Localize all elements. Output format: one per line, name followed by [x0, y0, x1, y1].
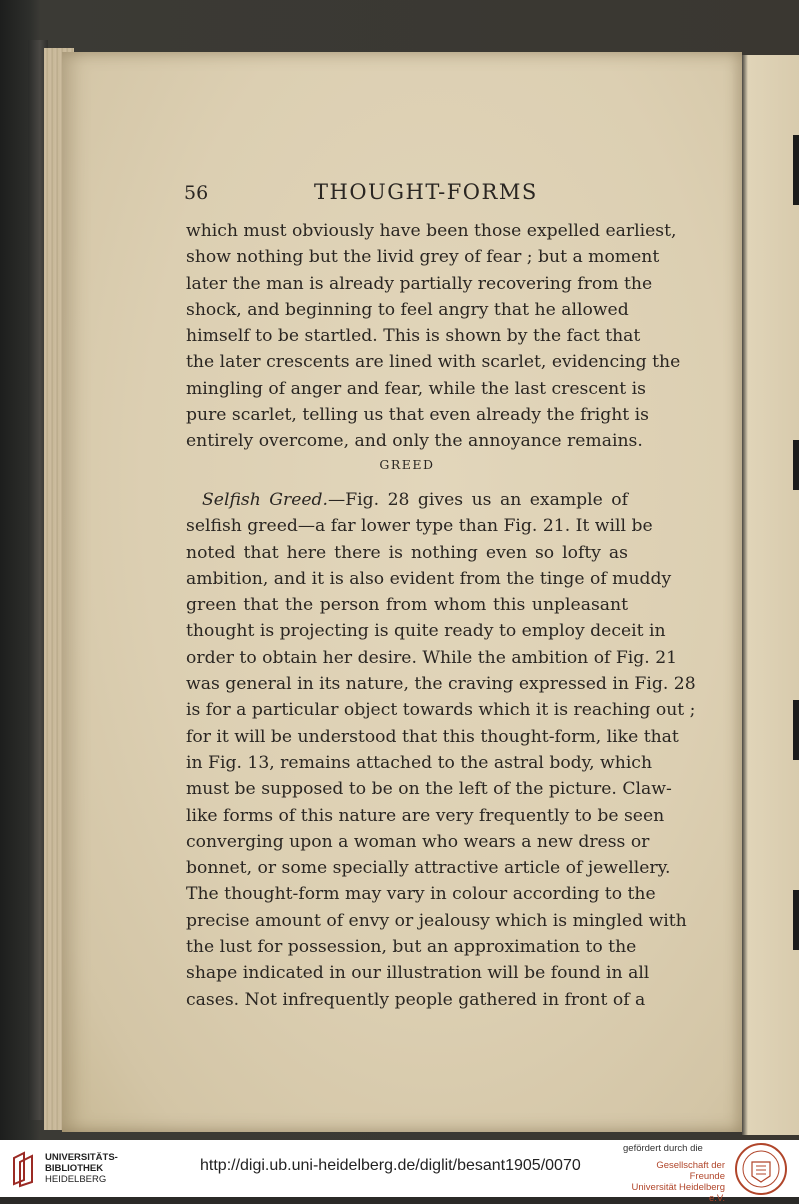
- text-line: shape indicated in our illustration will be found in all: [186, 963, 650, 984]
- text-line: was general in its nature, the craving expressed in Fig. 28: [186, 674, 696, 695]
- paragraph-greed: [186, 487, 696, 1013]
- text-line: order to obtain her desire. While the ambition of Fig. 21: [186, 647, 678, 668]
- university-seal-icon: [734, 1142, 788, 1196]
- text-line: ambition, and it is also evident from the tinge of muddy: [186, 568, 672, 589]
- text-line: pure scarlet, telling us that even already the fright is: [186, 405, 649, 426]
- text-line: which must obviously have been those expelled earliest,: [186, 221, 677, 241]
- running-title: THOUGHT-FORMS: [314, 180, 538, 204]
- sponsor-name-line: Universität Heidelberg e.V.: [631, 1182, 725, 1204]
- text-run: —Fig. 28 gives us an example of: [328, 490, 628, 510]
- facing-page-mark: [793, 135, 799, 205]
- text-line: the lust for possession, but an approximation to the: [186, 937, 637, 958]
- facing-page-mark: [793, 890, 799, 950]
- text-line: later the man is already partially recovering from the: [186, 273, 653, 294]
- text-line: bonnet, or some specially attractive article of jewellery.: [186, 858, 671, 879]
- library-name-line: HEIDELBERG: [45, 1174, 107, 1185]
- text-line-first: [186, 487, 628, 513]
- text-line: thought is projecting is quite ready to employ deceit in: [186, 621, 666, 642]
- text-line: precise amount of envy or jealousy which is mingled with: [186, 910, 687, 931]
- viewer-footer: [0, 1140, 799, 1204]
- text-line: The thought-form may vary in colour according to the: [186, 884, 656, 905]
- paragraph-fear: [186, 218, 681, 455]
- library-name-line: UNIVERSITÄTS-: [45, 1152, 118, 1163]
- text-line: himself to be startled. This is shown by the fact that: [186, 326, 641, 347]
- page-number: 56: [184, 182, 209, 204]
- text-line: green that the person from whom this unpleasant: [186, 595, 628, 616]
- facing-page-edge: [742, 55, 799, 1135]
- facing-page-mark: [793, 440, 799, 490]
- text-line: noted that here there is nothing even so lofty as: [186, 542, 628, 563]
- text-line: converging upon a woman who wears a new dress or: [186, 831, 650, 852]
- italic-run-in-heading: Selfish Greed.: [202, 490, 329, 510]
- library-name: [45, 1152, 118, 1185]
- text-line: shock, and beginning to feel angry that he allowed: [186, 299, 629, 320]
- text-line: is for a particular object towards which it is reaching out ;: [186, 700, 696, 721]
- running-head: [184, 180, 640, 210]
- text-line: selfish greed—a far lower type than Fig. 21. It will be: [186, 516, 653, 537]
- facing-page-mark: [793, 700, 799, 760]
- library-name-line: BIBLIOTHEK: [45, 1163, 104, 1174]
- sponsor-name: [621, 1160, 725, 1204]
- sponsor-name-line: Gesellschaft der Freunde: [656, 1160, 725, 1182]
- text-line: the later crescents are lined with scarlet, evidencing the: [186, 352, 681, 373]
- text-line: like forms of this nature are very frequently to be seen: [186, 805, 665, 826]
- text-line: mingling of anger and fear, while the last crescent is: [186, 378, 646, 399]
- text-line: show nothing but the livid grey of fear ; but a moment: [186, 247, 660, 268]
- sponsor-label: gefördert durch die: [623, 1143, 703, 1154]
- section-heading: GREED: [379, 457, 435, 472]
- library-logo-icon: [8, 1150, 38, 1188]
- text-line: in Fig. 13, remains attached to the astral body, which: [186, 752, 653, 773]
- permalink-url[interactable]: http://digi.ub.uni-heidelberg.de/diglit/besant1905/0070: [200, 1157, 581, 1174]
- text-line: must be supposed to be on the left of the picture. Claw-: [186, 779, 672, 800]
- text-line: for it will be understood that this thought-form, like that: [186, 726, 679, 747]
- text-line: cases. Not infrequently people gathered in front of a: [186, 989, 646, 1010]
- text-line: entirely overcome, and only the annoyance remains.: [186, 431, 643, 452]
